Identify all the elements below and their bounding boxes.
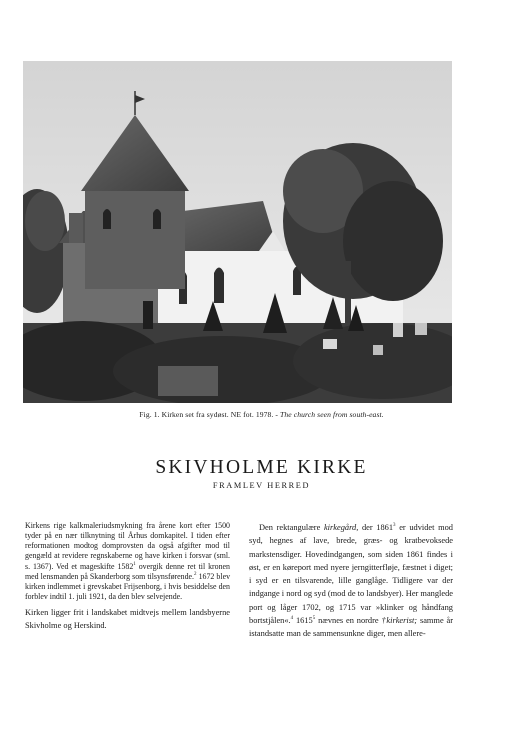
right-paragraph-1: [249, 521, 453, 641]
right-column: [249, 521, 453, 641]
footnote-ref-4: 4: [290, 616, 294, 622]
caption-separator: -: [273, 410, 281, 419]
right-text-a: Den rektangulære: [259, 523, 324, 532]
right-text-b: der 1861: [358, 523, 394, 532]
page-title: SKIVHOLME KIRKE: [155, 457, 368, 478]
left-para1-text-a: Kirkens rige kalkmaleriudsmykning fra årene kort efter 1500 tyder på en nær tilknytning til Århus domkapitel. I tiden efter reformationen modtog domprovsten da også afgifter mod til gengæld at revidere regnskaberne og have kirken i forsvar (sml. s. 1367). Ved et mageskifte 1582: [25, 521, 230, 571]
term-kirkerist: †kirkerist;: [381, 616, 418, 626]
left-paragraph-2: Kirken ligger frit i landskabet midtvejs mellem landsbyerne Skivholme og Herskind.: [25, 608, 230, 630]
caption-number: Fig. 1.: [139, 410, 160, 419]
caption-danish: Kirken set fra sydøst. NE fot. 1978.: [161, 410, 274, 419]
right-text-f: samme år istandsatte man de sammensunkne diger, men allere-: [249, 616, 454, 639]
footnote-ref-5: 5: [312, 616, 316, 622]
left-column: [25, 521, 230, 632]
left-paragraph-1: [25, 521, 230, 602]
church-photo-image: [23, 61, 452, 403]
right-text-d: 1615: [293, 616, 313, 626]
right-text-e: nævnes en nordre: [315, 616, 382, 626]
footnote-ref-3: 3: [393, 523, 396, 528]
footnote-ref-2: 2: [194, 571, 197, 577]
left-para1-text-c: 1672 blev kirken indlemmet i grevskabet Frijsenborg, i hvis besiddelse den forblev indtil 1. juli 1921, da den blev selvejende.: [25, 571, 231, 602]
page-subtitle: FRAMLEV HERRED: [212, 481, 311, 490]
caption-english: The church seen from south-east.: [280, 410, 384, 419]
left-para1-text-b: overgik denne ret til kronen med lensmanden på Skanderborg som tilsynsførende.: [25, 561, 230, 581]
figure-caption: [0, 410, 523, 419]
church-photograph: [23, 61, 452, 403]
right-text-c: er udvidet mod syd, hegnes af lave, brede, græs- og kratbevoksede markstensdiger. Hovedindgangen, som siden 1861 findes i øst, er en køreport med nyere jerngitterfløje, fæstnet i diget; i syd er en tilsvarende, lille ganglåge. Tidligere var der indgange i nord og syd (mod de to landsbyer). Her manglede port og låger 1702, og 1715 var »klinker og håndfang bortstjålen«.: [249, 523, 453, 626]
term-kirkegard: kirkegård,: [323, 523, 359, 532]
footnote-ref-1: 1: [133, 561, 136, 567]
